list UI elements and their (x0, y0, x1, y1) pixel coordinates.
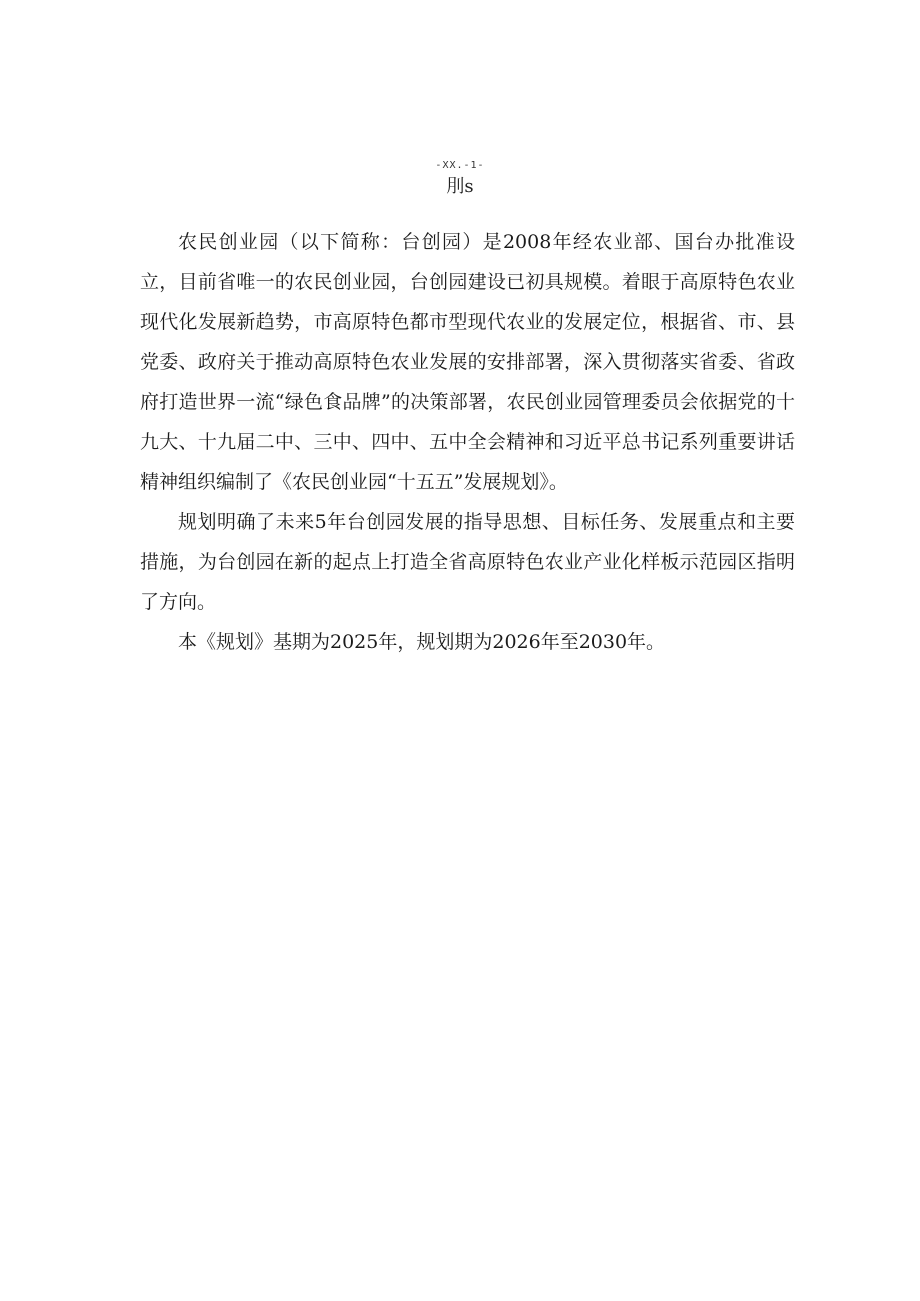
paragraph-plan-period: 本《规划》基期为2025年，规划期为2026年至2030年。 (178, 631, 666, 653)
paragraph-intro: 农民创业园（以下简称：台创园）是2008年经农业部、国台办批准设立，目前省唯一的农民创业园，台创园建设已初具规模。着眼于高原特色农业现代化发展新趋势，市高原特色都市型现代农业的发展定位，根据省、市、县党委、政府关于推动高原特色农业发展的安排部署，深入贯彻落实省委、省政府打造世界一流“绿色食品牌”的决策部署，农民创业园管理委员会依据党的十九大、十九届二中、三中、四中、五中全会精神和习近平总书记系列重要讲话精神组织编制了《农民创业园“十五五”发展规划》。 (140, 231, 795, 493)
page-header-title: 刖s (446, 176, 474, 197)
document-body (140, 222, 795, 662)
page-header-code: -XX.-1- (435, 160, 485, 171)
paragraph-plan-scope: 规划明确了未来5年台创园发展的指导思想、目标任务、发展重点和主要措施，为台创园在新的起点上打造全省高原特色农业产业化样板示范园区指明了方向。 (140, 511, 795, 613)
